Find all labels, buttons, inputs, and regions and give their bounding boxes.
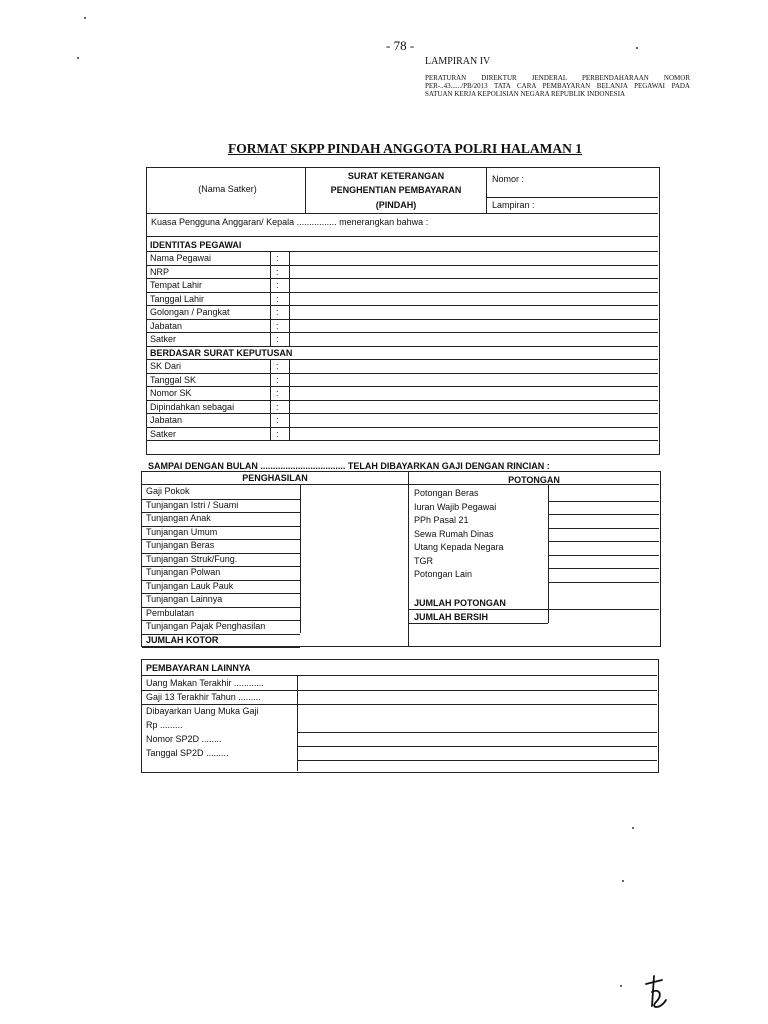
field-colon: : xyxy=(276,374,279,385)
sk-heading: BERDASAR SURAT KEPUTUSAN xyxy=(150,348,293,358)
penghasilan-item: Tunjangan Pajak Penghasilan xyxy=(146,621,266,631)
potongan-item: Utang Kepada Negara xyxy=(414,542,504,552)
penghasilan-item: Tunjangan Beras xyxy=(146,540,215,550)
column-divider xyxy=(300,485,301,633)
penghasilan-item: Tunjangan Istri / Suami xyxy=(146,499,239,510)
field-label: Satker xyxy=(150,334,177,344)
column-divider xyxy=(289,251,290,265)
potongan-item: TGR xyxy=(414,555,433,566)
scan-speck xyxy=(77,57,79,59)
row-divider xyxy=(147,373,658,374)
document-title: FORMAT SKPP PINDAH ANGGOTA POLRI HALAMAN 1 xyxy=(227,141,582,156)
row-divider xyxy=(548,541,659,542)
row-divider xyxy=(548,568,659,569)
column-divider xyxy=(270,413,271,427)
row-divider xyxy=(147,319,658,320)
column-divider xyxy=(270,427,271,441)
penghasilan-item: Tunjangan Struk/Fung. xyxy=(146,553,238,564)
row-divider xyxy=(147,305,658,306)
row-divider xyxy=(147,346,658,347)
column-divider xyxy=(270,292,271,306)
row-divider xyxy=(147,278,658,279)
field-label: Dipindahkan sebagai xyxy=(150,401,235,412)
scan-speck xyxy=(620,985,622,987)
row-divider xyxy=(142,647,300,648)
column-divider xyxy=(289,359,290,373)
penghasilan-item: Tunjangan Lainnya xyxy=(146,594,223,604)
column-divider xyxy=(289,319,290,333)
tanggal-sp2d-label: Tanggal SP2D ......... xyxy=(146,748,229,758)
handwritten-initial-mark xyxy=(640,972,670,1012)
potongan-item: Potongan Beras xyxy=(414,488,479,498)
row-divider xyxy=(147,292,658,293)
field-label: Tempat Lahir xyxy=(150,280,203,290)
column-divider xyxy=(289,413,290,427)
field-colon: : xyxy=(276,307,279,317)
field-label: Tanggal SK xyxy=(150,374,197,385)
row-divider xyxy=(548,582,659,583)
identitas-heading: IDENTITAS PEGAWAI xyxy=(150,240,242,250)
nomor-sp2d-label: Nomor SP2D ........ xyxy=(146,734,222,744)
column-divider xyxy=(270,265,271,279)
potongan-item: Potongan Lain xyxy=(414,569,473,579)
column-divider xyxy=(289,265,290,279)
jumlah-potongan-label: JUMLAH POTONGAN xyxy=(414,598,506,608)
field-colon: : xyxy=(276,361,279,371)
scan-speck xyxy=(636,47,638,49)
potongan-item: Sewa Rumah Dinas xyxy=(414,528,494,539)
field-colon: : xyxy=(276,428,279,439)
doc-title-line1: SURAT KETERANGAN xyxy=(347,171,445,181)
field-colon: : xyxy=(276,293,279,304)
column-divider xyxy=(270,359,271,373)
field-label: Nama Pegawai xyxy=(150,253,212,263)
row-divider xyxy=(548,528,659,529)
row-divider xyxy=(147,359,658,360)
column-divider xyxy=(289,373,290,387)
potongan-item: PPh Pasal 21 xyxy=(414,515,469,525)
column-divider xyxy=(289,278,290,292)
column-divider xyxy=(289,305,290,319)
scan-speck xyxy=(632,827,634,829)
doc-title-line2: PENGHENTIAN PEMBAYARAN xyxy=(330,185,462,195)
page-number: - 78 - xyxy=(386,38,415,53)
uang-muka-label: Dibayarkan Uang Muka Gaji xyxy=(146,706,259,716)
row-divider xyxy=(548,555,659,556)
field-colon: : xyxy=(276,415,279,425)
field-colon: : xyxy=(276,280,279,290)
field-label: SK Dari xyxy=(150,361,182,371)
penghasilan-heading: PENGHASILAN xyxy=(242,473,308,483)
field-colon: : xyxy=(276,266,279,277)
penghasilan-item: JUMLAH KOTOR xyxy=(146,634,219,645)
field-colon: : xyxy=(276,401,279,412)
column-divider xyxy=(289,332,290,346)
row-divider xyxy=(147,265,658,266)
nomor-label: Nomor : xyxy=(492,174,525,184)
field-colon: : xyxy=(276,334,279,344)
field-colon: : xyxy=(276,320,279,331)
penghasilan-item: Tunjangan Polwan xyxy=(146,567,221,577)
column-divider xyxy=(270,332,271,346)
column-divider xyxy=(289,400,290,414)
row-divider xyxy=(147,427,658,428)
penghasilan-item: Pembulatan xyxy=(146,607,195,618)
field-label: Golongan / Pangkat xyxy=(150,307,230,317)
row-divider xyxy=(147,386,658,387)
lampiran-field-label: Lampiran : xyxy=(492,200,535,210)
jumlah-bersih-label: JUMLAH BERSIH xyxy=(414,612,489,622)
column-divider xyxy=(270,251,271,265)
field-label: Jabatan xyxy=(150,320,183,331)
penghasilan-item: Gaji Pokok xyxy=(146,486,190,496)
row-divider xyxy=(147,332,658,333)
row-divider xyxy=(147,400,658,401)
potongan-heading: POTONGAN xyxy=(508,475,560,485)
field-label: Nomor SK xyxy=(150,388,192,398)
potongan-item: Iuran Wajib Pegawai xyxy=(414,501,497,512)
penghasilan-item: Tunjangan Umum xyxy=(146,526,218,537)
column-divider xyxy=(270,305,271,319)
lampiran-label: LAMPIRAN IV xyxy=(425,56,491,67)
field-label: Tanggal Lahir xyxy=(150,293,205,304)
penghasilan-item: Tunjangan Anak xyxy=(146,513,211,523)
column-divider xyxy=(270,386,271,400)
field-label: Jabatan xyxy=(150,415,183,425)
column-divider xyxy=(270,319,271,333)
field-label: NRP xyxy=(150,266,170,277)
sampai-statement: SAMPAI DENGAN BULAN .................................. TELAH DIBAYARKAN GAJI DENGAN RINCIAN : xyxy=(148,461,550,471)
row-divider xyxy=(548,514,659,515)
row-divider xyxy=(147,413,658,414)
column-divider xyxy=(289,292,290,306)
column-divider xyxy=(270,373,271,387)
satker-name-label: (Nama Satker) xyxy=(198,184,257,194)
row-divider xyxy=(409,609,659,610)
gaji-13-label: Gaji 13 Terakhir Tahun ......... xyxy=(146,692,261,702)
column-divider xyxy=(270,400,271,414)
penghasilan-item: Tunjangan Lauk Pauk xyxy=(146,580,234,591)
pembayaran-heading: PEMBAYARAN LAINNYA xyxy=(146,663,251,673)
uang-muka-rp-label: Rp ......... xyxy=(146,720,183,730)
row-divider xyxy=(548,501,659,502)
field-colon: : xyxy=(276,253,279,263)
row-divider xyxy=(147,251,658,252)
column-divider xyxy=(270,278,271,292)
uang-makan-label: Uang Makan Terakhir ............ xyxy=(146,678,264,688)
scan-speck xyxy=(84,17,86,19)
field-colon: : xyxy=(276,388,279,398)
column-divider xyxy=(289,386,290,400)
row-divider xyxy=(147,440,658,441)
kuasa-statement: Kuasa Pengguna Anggaran/ Kepala ................ menerangkan bahwa : xyxy=(151,217,429,227)
field-label: Satker xyxy=(150,428,177,439)
column-divider xyxy=(289,427,290,441)
scan-speck xyxy=(622,880,624,882)
row-divider xyxy=(409,623,548,624)
doc-title-line3: (PINDAH) xyxy=(375,200,417,210)
regulation-reference: PERATURAN DIREKTUR JENDERAL PERBENDAHARAAN NOMOR PER-..43....../PB/2013 TATA CARA PEMBAYARAN BELANJA PEGAWAI PADA SATUAN KERJA KEPOLISIAN NEGARA REPUBLIK INDONESIA xyxy=(425,74,690,98)
